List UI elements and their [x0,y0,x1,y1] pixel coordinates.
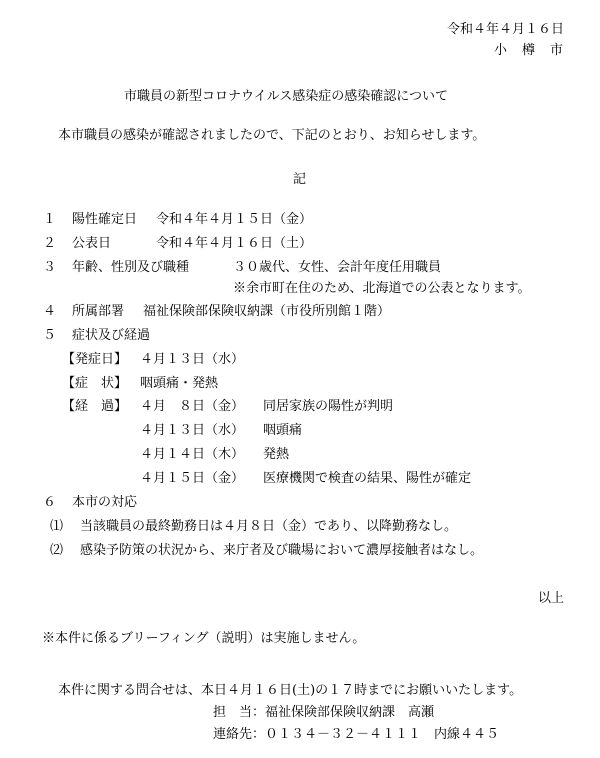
course-entry-text: 医療機関で検査の結果、陽性が確定 [263,471,472,486]
issuer-name: 小 樽 市 [493,43,564,58]
sub-item-number: ⑵ [50,543,64,558]
item-label: 所属部署 [72,304,125,319]
item-number: ４ [43,304,57,319]
item-label: 本市の対応 [72,495,138,510]
sub-item-number: ⑴ [50,519,64,534]
document-title: 市職員の新型コロナウイルス感染症の感染確認について [124,89,448,104]
item-value: 令和４年４月１５日（金） [156,212,313,227]
item-value: 令和４年４月１６日（土） [156,236,313,251]
item-value: ３０歳代、女性、会計年度任用職員 [233,260,442,275]
item-number: ６ [43,495,57,510]
item-label: 年齢、性別及び職種 [72,260,190,275]
course-entry-date: ４月 ８日（金） [140,399,245,414]
item-label: 公表日 [72,236,112,251]
onset-label: 【発症日】 [62,352,128,367]
intro-text: 本市職員の感染が確認されましたので、下記のとおり、お知らせします。 [58,128,486,143]
symptoms-label: 【症 状】 [62,376,128,391]
item-note: ※余市町在住のため、北海道での公表となります。 [233,281,531,296]
sub-item-text: 感染予防策の状況から、来庁者及び職場において濃厚接触者はなし。 [80,543,484,558]
item-label: 症状及び経過 [72,328,151,343]
course-entry-text: 発熱 [263,447,290,462]
issue-date: 令和４年４月１６日 [446,22,564,37]
briefing-note: ※本件に係るブリーフィング（説明）は実施しません。 [42,631,366,646]
item-number: ５ [43,328,57,343]
course-entry-date: ４月１３日（水） [140,423,245,438]
ki-heading: 記 [293,172,307,187]
contact-person: 担 当：福祉保険部保険収納課 高瀬 [213,705,435,720]
course-entry-date: ４月１４日（木） [140,447,245,462]
course-entry-date: ４月１５日（金） [140,471,245,486]
contact-phone: 連絡先：０１３４－３２－４１１１ 内線４４５ [213,727,500,742]
onset-value: ４月１３日（水） [140,352,245,367]
contact-intro: 本件に関する問合せは、本日４月１６日(土)の１７時までにお願いいたします。 [58,683,523,698]
item-value: 福祉保険部保険収納課（市役所別館１階） [143,304,391,319]
symptoms-value: 咽頭痛・発熱 [140,376,219,391]
closing-text: 以上 [537,591,564,606]
item-label: 陽性確定日 [72,212,138,227]
sub-item-text: 当該職員の最終勤務日は４月８日（金）であり、以降勤務なし。 [80,519,458,534]
course-entry-text: 咽頭痛 [263,423,303,438]
item-number: １ [43,212,57,227]
course-label: 【経 過】 [62,399,128,414]
item-number: ２ [43,236,57,251]
course-entry-text: 同居家族の陽性が判明 [263,399,394,414]
item-number: ３ [43,260,57,275]
